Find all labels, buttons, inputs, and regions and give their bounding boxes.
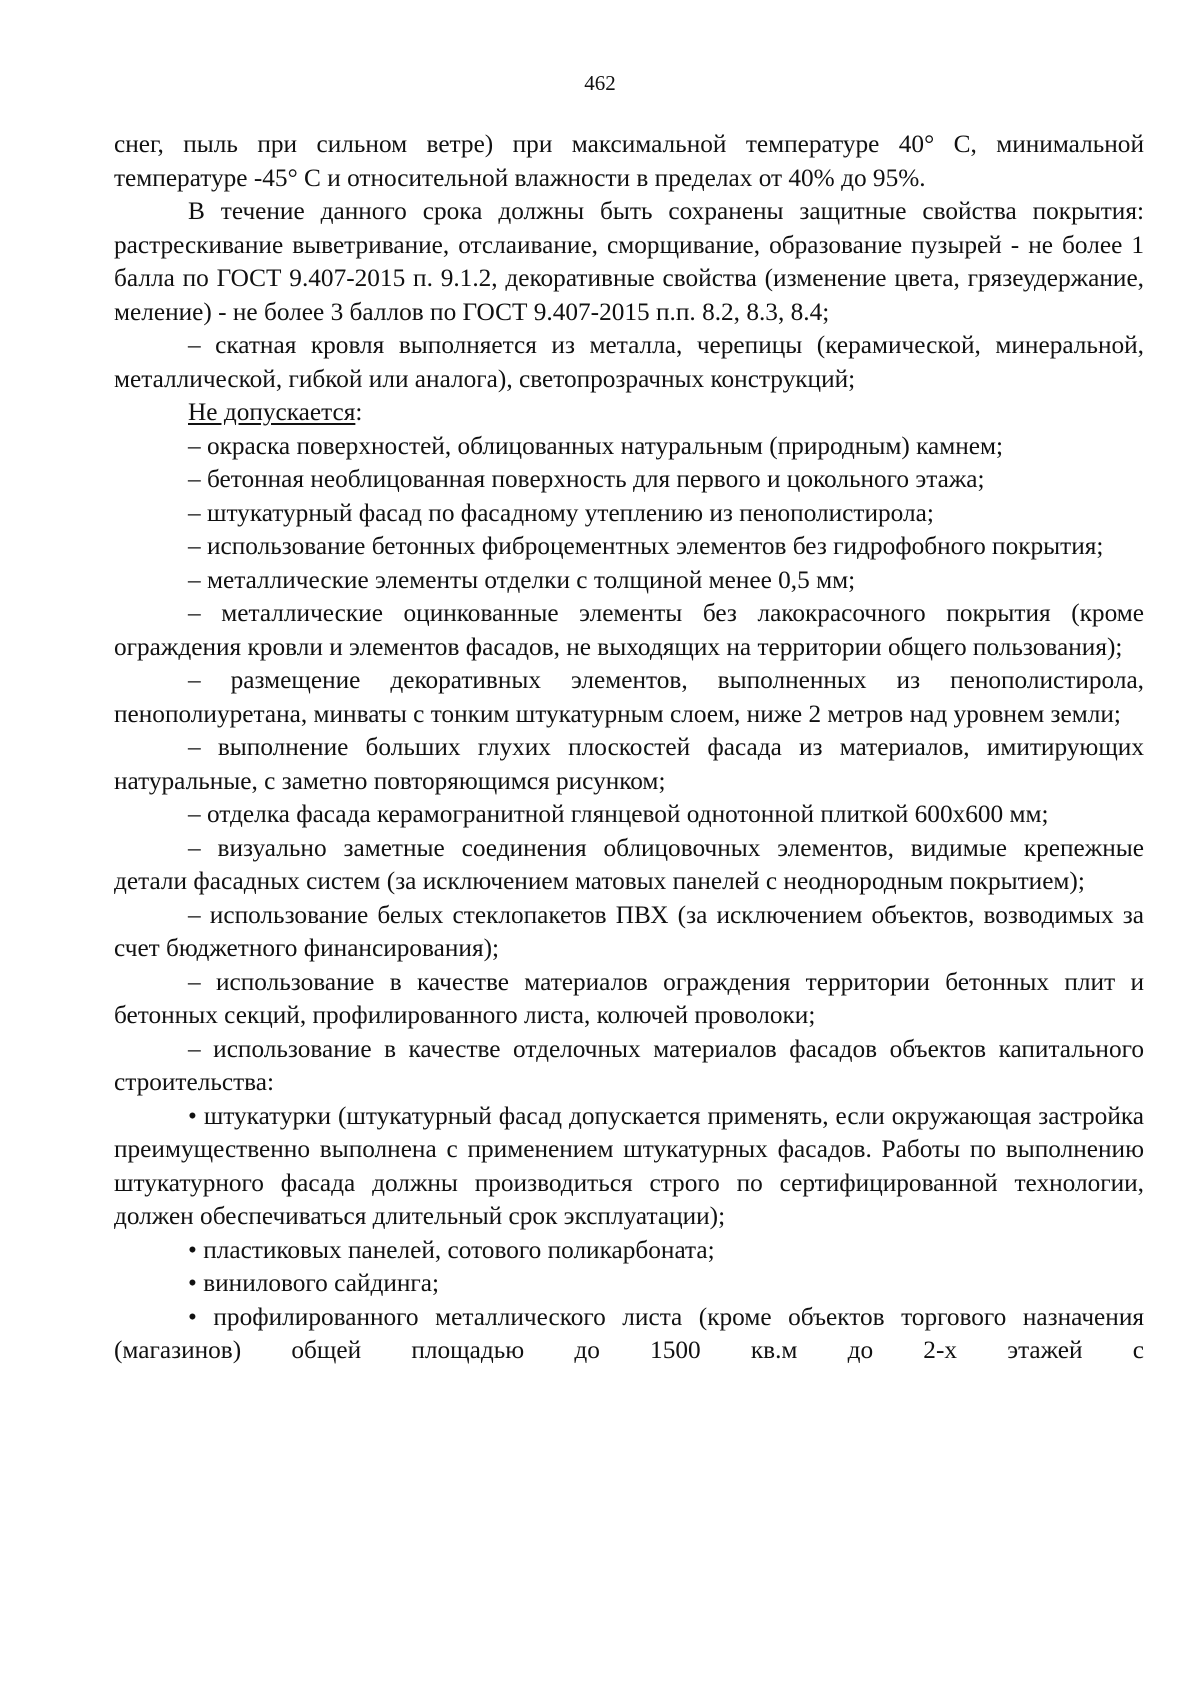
list-item: – штукатурный фасад по фасадному утеплению из пенополистирола; bbox=[188, 498, 934, 527]
paragraph: В течение данного срока должны быть сохранены защитные свойства покрытия: растрескивание выветривание, отслаивание, сморщивание, образование пузырей - не более 1 балла по ГОСТ 9.407-2015 п. 9.1.2, декоративные свойства (изменение цвета, грязеудержание, меление) - не более 3 баллов по ГОСТ 9.407-2015 п.п. 8.2, 8.3, 8.4; bbox=[114, 197, 1144, 326]
paragraph: снег, пыль при сильном ветре) при максимальной температуре 40° С, минимальной температуре -45° С и относительной влажности в пределах от 40% до 95%. bbox=[114, 130, 1144, 192]
section-heading bbox=[114, 396, 1144, 430]
bullet-text: штукатурки (штукатурный фасад допускается применять, если окружающая застройка преимущественно выполнена с применением штукатурных фасадов. Работы по выполнению штукатурного фасада должны производиться строго по сертифицированной технологии, должен обеспечиваться длительный срок эксплуатации); bbox=[114, 1101, 1144, 1230]
list-item: – окраска поверхностей, облицованных натуральным (природным) камнем; bbox=[188, 431, 1004, 460]
bullet-icon: • bbox=[188, 1101, 197, 1130]
bullet-icon: • bbox=[188, 1269, 197, 1297]
bullet-item bbox=[114, 1267, 1144, 1301]
bullet-item bbox=[114, 1301, 1144, 1368]
document-body bbox=[114, 128, 1144, 1368]
bullet-icon: • bbox=[188, 1302, 197, 1331]
list-item: – бетонная необлицованная поверхность для первого и цокольного этажа; bbox=[188, 465, 985, 493]
list-item: – использование белых стеклопакетов ПВХ (за исключением объектов, возводимых за счет бюджетного финансирования); bbox=[114, 900, 1144, 962]
list-item: – размещение декоративных элементов, выполненных из пенополистирола, пенополиуретана, минваты с тонким штукатурным слоем, ниже 2 метров над уровнем земли; bbox=[114, 666, 1144, 728]
bullet-item bbox=[114, 1234, 1144, 1268]
heading-suffix: : bbox=[355, 398, 363, 426]
page-number: 462 bbox=[584, 71, 616, 95]
bullet-item bbox=[114, 1100, 1144, 1234]
bullet-text: профилированного металлического листа (кроме объектов торгового назначения (магазинов) общей площадью до 1500 кв.м до 2-х этажей с bbox=[114, 1302, 1145, 1364]
list-item: – скатная кровля выполняется из металла, черепицы (керамической, минеральной, металлической, гибкой или аналога), светопрозрачных конструкций; bbox=[114, 331, 1144, 393]
list-item: – металлические элементы отделки с толщиной менее 0,5 мм; bbox=[188, 565, 856, 594]
heading-text: Не допускается bbox=[188, 398, 356, 426]
list-item: – визуально заметные соединения облицовочных элементов, видимые крепежные детали фасадных систем (за исключением матовых панелей с неоднородным покрытием); bbox=[114, 833, 1144, 895]
list-item: – металлические оцинкованные элементы без лакокрасочного покрытия (кроме ограждения кровли и элементов фасадов, не выходящих на территории общего пользования); bbox=[114, 599, 1144, 661]
list-item: – использование бетонных фиброцементных элементов без гидрофобного покрытия; bbox=[188, 532, 1104, 560]
list-item: – выполнение больших глухих плоскостей фасада из материалов, имитирующих натуральные, с заметно повторяющимся рисунком; bbox=[114, 733, 1144, 795]
bullet-icon: • bbox=[188, 1235, 197, 1264]
list-item: – использование в качестве материалов ограждения территории бетонных плит и бетонных секций, профилированного листа, колючей проволоки; bbox=[114, 967, 1144, 1029]
list-item: – использование в качестве отделочных материалов фасадов объектов капитального строительства: bbox=[114, 1034, 1144, 1096]
bullet-text: пластиковых панелей, сотового поликарбоната; bbox=[203, 1235, 715, 1264]
bullet-text: винилового сайдинга; bbox=[203, 1269, 440, 1297]
list-item: – отделка фасада керамогранитной глянцевой однотонной плиткой 600х600 мм; bbox=[188, 800, 1049, 828]
